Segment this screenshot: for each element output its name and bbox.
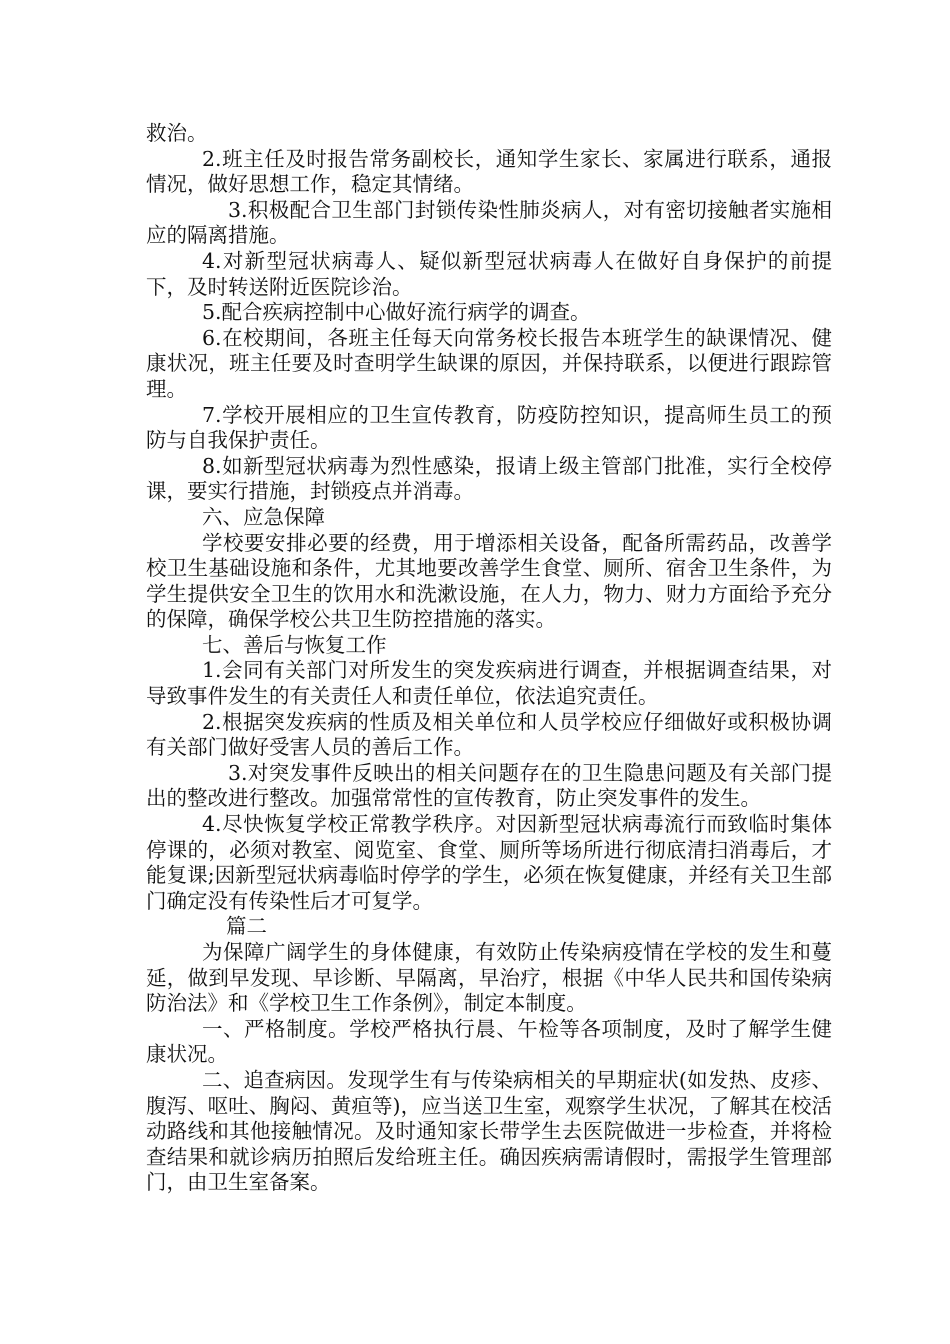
paragraph-item-7: 7.学校开展相应的卫生宣传教育，防疫防控知识，提高师生员工的预防与自我保护责任。 (146, 402, 832, 453)
paragraph-recovery-1: 1.会同有关部门对所发生的突发疾病进行调查，并根据调查结果，对导致事件发生的有关责任人和责任单位，依法追究责任。 (146, 658, 832, 709)
document-body (146, 121, 832, 1196)
paragraph-recovery-2: 2.根据突发疾病的性质及相关单位和人员学校应仔细做好或积极协调有关部门做好受害人员的善后工作。 (146, 709, 832, 760)
section-heading-emergency-support: 六、应急保障 (202, 504, 325, 529)
paragraph-continuation: 救治。 (146, 121, 208, 145)
paragraph-item-4: 4.对新型冠状病毒人、疑似新型冠状病毒人在做好自身保护的前提下，及时转送附近医院诊治。 (146, 248, 832, 299)
paragraph-item-5: 5.配合疾病控制中心做好流行病学的调查。 (202, 300, 591, 325)
paragraph-item-2: 2.班主任及时报告常务副校长，通知学生家长、家属进行联系，通报情况，做好思想工作，稳定其情绪。 (146, 146, 832, 197)
part-heading-two: 篇二 (226, 914, 267, 939)
paragraph-item-8: 8.如新型冠状病毒为烈性感染，报请上级主管部门批准，实行全校停课，要实行措施，封锁疫点并消毒。 (146, 453, 832, 504)
paragraph-strict-rules: 一、严格制度。学校严格执行晨、午检等各项制度，及时了解学生健康状况。 (146, 1016, 832, 1067)
section-heading-recovery: 七、善后与恢复工作 (202, 632, 387, 657)
paragraph-trace-cause: 二、追查病因。发现学生有与传染病相关的早期症状(如发热、皮疹、腹泻、呕吐、胸闷、黄疸等)，应当送卫生室，观察学生状况，了解其在校活动路线和其他接触情况。及时通知家长带学生去医院做进一步检查，并将检查结果和就诊病历拍照后发给班主任。确因疾病需请假时，需报学生管理部门，由卫生室备案。 (146, 1067, 832, 1195)
paragraph-intro: 为保障广阔学生的身体健康，有效防止传染病疫情在学校的发生和蔓延，做到早发现、早诊断、早隔离，早治疗，根据《中华人民共和国传染病防治法》和《学校卫生工作条例》，制定本制度。 (146, 940, 832, 1016)
paragraph-emergency-support: 学校要安排必要的经费，用于增添相关设备，配备所需药品，改善学校卫生基础设施和条件，尤其地要改善学生食堂、厕所、宿舍卫生条件，为学生提供安全卫生的饮用水和洗漱设施，在人力，物力、财力方面给予充分的保障，确保学校公共卫生防控措施的落实。 (146, 530, 832, 632)
paragraph-item-3: 3.积极配合卫生部门封锁传染性肺炎病人，对有密切接触者实施相应的隔离措施。 (146, 197, 832, 248)
paragraph-recovery-3: 3.对突发事件反映出的相关问题存在的卫生隐患问题及有关部门提出的整改进行整改。加强常常性的宣传教育，防止突发事件的发生。 (146, 760, 832, 811)
paragraph-recovery-4: 4.尽快恢复学校正常教学秩序。对因新型冠状病毒流行而致临时集体停课的，必须对教室、阅览室、食堂、厕所等场所进行彻底清扫消毒后，才能复课;因新型冠状病毒临时停学的学生，必须在恢复健康，并经有关卫生部门确定没有传染性后才可复学。 (146, 812, 832, 913)
paragraph-item-6: 6.在校期间，各班主任每天向常务校长报告本班学生的缺课情况、健康状况，班主任要及时查明学生缺课的原因，并保持联系，以便进行跟踪管理。 (146, 325, 832, 401)
